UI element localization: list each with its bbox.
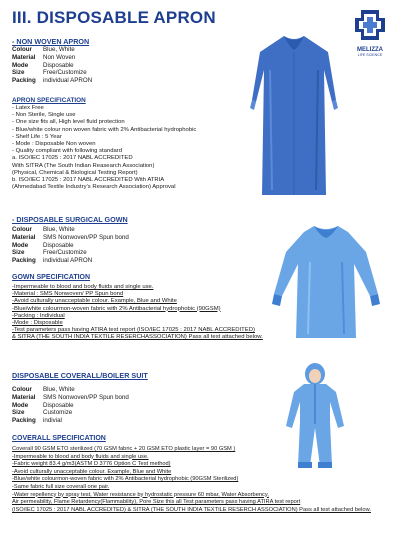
spec-line: (ISO/IEC 17025 : 2017 NABL ACCREDITED) & SITRA (THE SOUTH INDIA TEXTILE RESERCH ASSOCIATION) Pass all test attached below. xyxy=(12,506,371,513)
coverall-spec-title: COVERALL SPECIFICATION xyxy=(12,435,106,442)
spec-line: - Mode : Disposable Non woven xyxy=(12,141,96,148)
prop-key: Packing xyxy=(12,417,36,425)
spec-line: - One size fits all, High level fluid protection xyxy=(12,119,125,126)
prop-key: Colour xyxy=(12,46,32,53)
prop-key: Colour xyxy=(12,386,32,393)
spec-line: b. ISO/IEC 17025 : 2017 NABL ACCREDITED With ATRIA xyxy=(12,177,165,184)
spec-line: -Impermeable to blood and body fluids and single use. xyxy=(12,453,149,460)
prop-key: Packing xyxy=(12,257,36,265)
spec-line: a. ISO/IEC 17025 : 2017 NABL ACCREDITED xyxy=(12,155,133,162)
prop-value: Disposable xyxy=(43,61,74,69)
gown-props xyxy=(12,226,129,265)
gown-spec-list xyxy=(12,284,263,342)
prop-value: Blue, White xyxy=(43,386,75,393)
prop-value: individual APRON xyxy=(43,77,93,85)
spec-line: - Blue/white colour non woven fabric with 2% Antibacterial hydrophobic xyxy=(12,126,197,133)
apron-image xyxy=(248,30,340,200)
spec-line: - Non Sterile, Single use xyxy=(12,112,76,119)
prop-key: Colour xyxy=(12,226,32,233)
prop-key: Material xyxy=(12,233,36,241)
brand-logo xyxy=(344,8,396,56)
spec-line: -Water repellency by spray test, Water resistance by hydrostatic pressure 60 mbar, Water Absorbency, xyxy=(12,491,269,498)
spec-line: -Same fabric full size coverall one pair. xyxy=(12,483,110,490)
prop-value: individual APRON xyxy=(43,257,93,265)
spec-line: - Quality compliant with following standard xyxy=(12,148,123,155)
spec-line: (Physical, Chemical & Biological Testing Report) xyxy=(12,169,138,176)
spec-line: -Avoid culturally unacceptable colour. Example, Blue and White xyxy=(12,468,172,475)
spec-line: -Fabric weight 83.4 g/m3(ASTM D 3776 Option C Test method) xyxy=(12,461,171,468)
prop-key: Size xyxy=(12,249,25,257)
spec-line: -Avoid culturally unacceptable colour. Example, Blue and White xyxy=(12,298,177,305)
spec-line: With SITRA (The South Indian Reasearch Association) xyxy=(12,162,155,169)
coverall-image xyxy=(282,362,348,470)
spec-line: -Packing : Individual xyxy=(12,312,65,319)
prop-value: Disposable xyxy=(43,401,74,409)
apron-heading: - NON WOVEN APRON xyxy=(12,37,90,46)
spec-line: -Blue/white colourmon-woven fabric with 2% Antibacterial hydrophobic (90GSM) xyxy=(12,305,221,312)
spec-line: -Material : SMS Nonwoven/ PP Spun bond xyxy=(12,291,124,298)
prop-key: Mode xyxy=(12,61,29,69)
prop-value: indivial xyxy=(43,417,62,425)
gown-heading: - DISPOSABLE SURGICAL GOWN xyxy=(12,215,128,224)
spec-line: -Test parameters pass having ATIRA test report (ISO/IEC 17025 : 2017 NABL ACCREDITED) xyxy=(12,327,255,334)
prop-key: Material xyxy=(12,393,36,401)
spec-line: - Shelf Life : 5 Year xyxy=(12,133,62,140)
prop-key: Size xyxy=(12,69,25,77)
prop-value: Disposable xyxy=(43,241,74,249)
spec-line: Air permeability, Flame Retardency(Flammability), Pore Size this all Test parameters pass having ATIRA test report xyxy=(12,499,301,506)
brand-name: MELIZZA xyxy=(357,47,383,53)
apron-props xyxy=(12,46,92,85)
spec-line: -Mode : Disposable xyxy=(12,320,63,327)
spec-line: (Ahmedabad Textile Industry’s Research Association) Approval xyxy=(12,184,176,191)
prop-value: Free/Customize xyxy=(43,249,87,257)
prop-value: Free/Customize xyxy=(43,69,87,77)
spec-line: Coverall 90 GSM ETO sterilized (70 GSM fabric + 20 GSM ETO plastic layer = 90 GSM ) xyxy=(12,446,236,452)
spec-line: - Latex Free xyxy=(12,105,44,111)
prop-key: Mode xyxy=(12,241,29,249)
prop-key: Mode xyxy=(12,401,29,409)
prop-value: Blue, White xyxy=(43,226,75,233)
apron-spec-list xyxy=(12,105,196,191)
prop-key: Packing xyxy=(12,77,36,85)
spec-line: & SITRA (THE SOUTH INDIA TEXTILE RESERCHASSOCIATION) Pass all test attached below. xyxy=(12,334,263,341)
prop-value: Non Woven xyxy=(43,53,76,61)
page-title: III. DISPOSABLE APRON xyxy=(12,8,216,27)
prop-key: Material xyxy=(12,53,36,61)
prop-key: Size xyxy=(12,409,25,417)
brand-tagline: LIFE SCIENCE xyxy=(357,53,383,57)
cross-logo-icon xyxy=(344,8,396,42)
spec-line: -Impermeable to blood and body fluids and single use. xyxy=(12,284,154,290)
coverall-props xyxy=(12,386,129,425)
prop-value: Customize xyxy=(43,409,73,417)
spec-line: -Blue/white colourmon-woven fabric with 2% Antibacterial hydrophobic (90GSM Sterilized) xyxy=(12,476,239,483)
prop-value: Blue, White xyxy=(43,46,75,53)
surgical-gown-image xyxy=(270,222,382,340)
prop-value: SMS Nonwoven/PP Spun bond xyxy=(43,233,129,241)
apron-spec-title: APRON SPECIFICATION xyxy=(12,97,86,104)
prop-value: SMS Nonwoven/PP Spun bond xyxy=(43,393,129,401)
coverall-heading: DISPOSABLE COVERALL/BOILER SUIT xyxy=(12,371,148,380)
gown-spec-title: GOWN SPECIFICATION xyxy=(12,274,91,281)
